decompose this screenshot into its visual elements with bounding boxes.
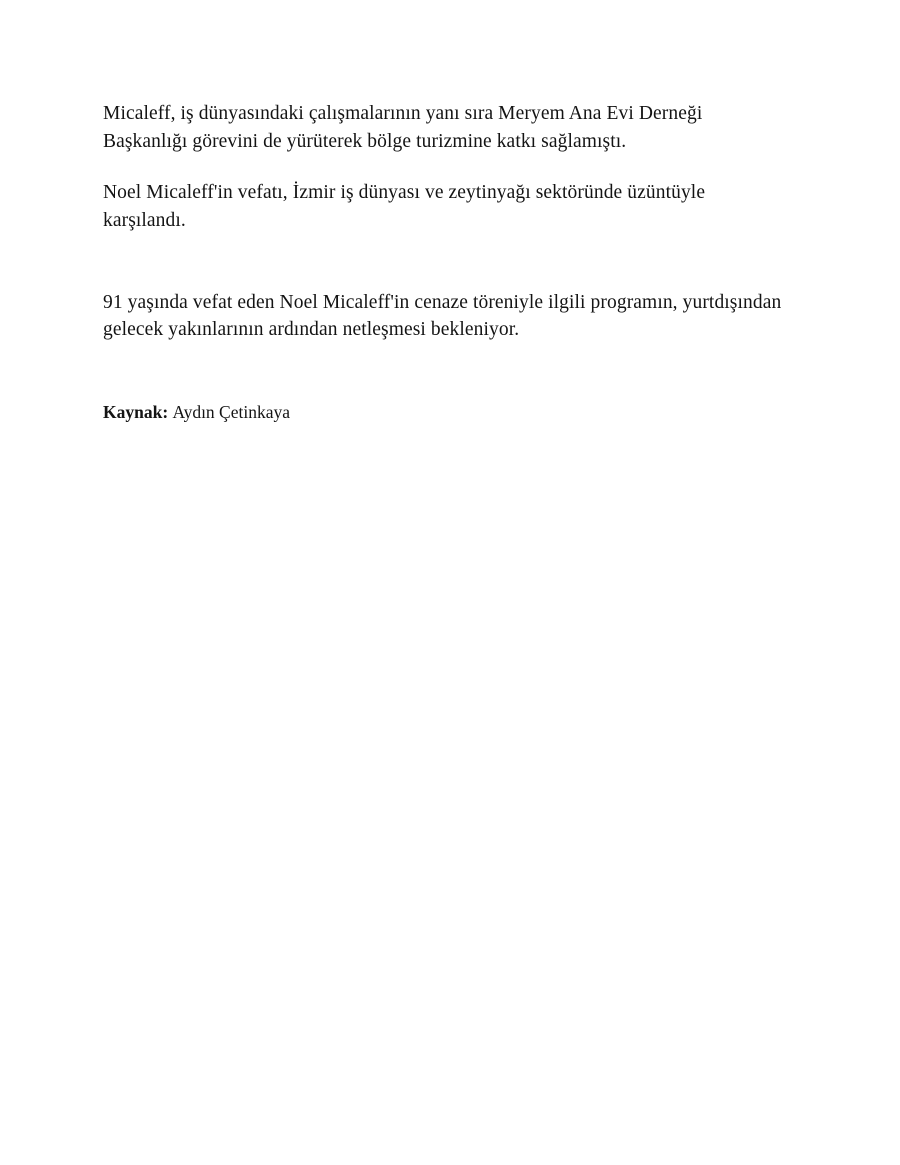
paragraph-3: 91 yaşında vefat eden Noel Micaleff'in cenaze töreniyle ilgili programın, yurtdışından gelecek yakınlarının ardından netleşmesi bekleniyor.: [103, 291, 782, 341]
paragraph-2: Noel Micaleff'in vefatı, İzmir iş dünyası ve zeytinyağı sektöründe üzüntüyle karşılandı.: [103, 182, 706, 232]
source-line: [103, 400, 783, 425]
document-body: [103, 100, 783, 426]
source-spacer: [103, 344, 783, 400]
section-spacer: [103, 235, 783, 289]
paragraph-spacer: [103, 155, 783, 179]
source-value: Aydın Çetinkaya: [172, 402, 290, 423]
source-label: Kaynak:: [103, 402, 173, 423]
paragraph-1: Micaleff, iş dünyasındaki çalışmalarının yanı sıra Meryem Ana Evi Derneği Başkanlığı görevini de yürüterek bölge turizmine katkı sağlamıştı.: [103, 103, 703, 152]
